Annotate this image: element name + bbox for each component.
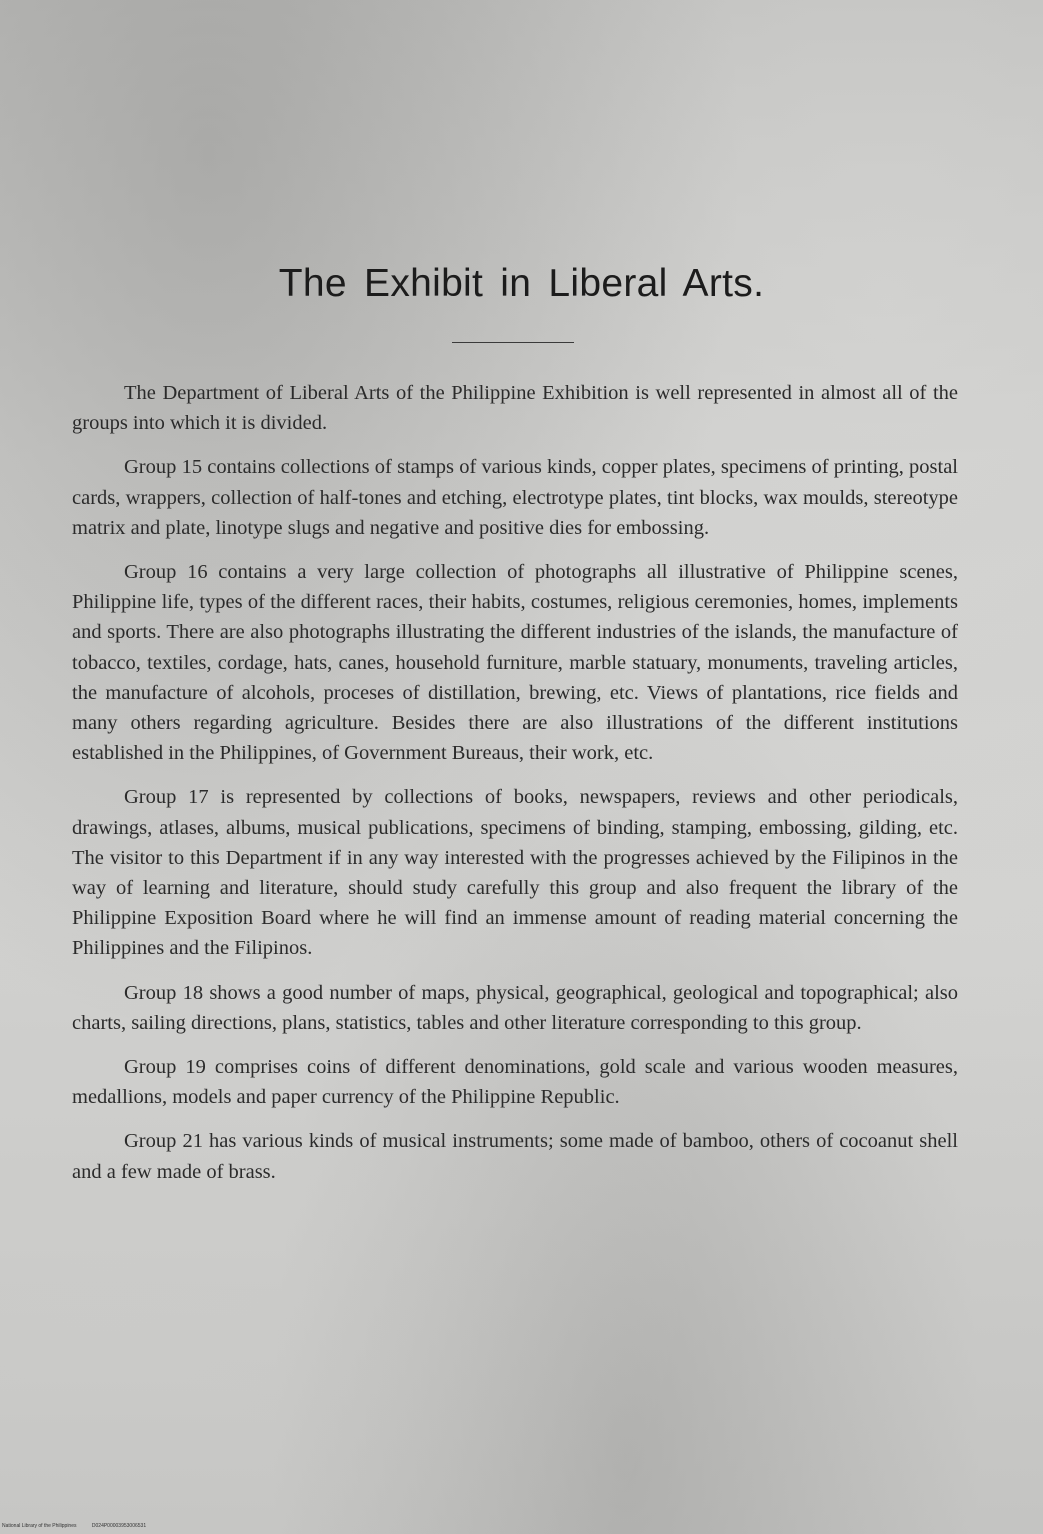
page-title: The Exhibit in Liberal Arts. <box>278 262 765 305</box>
paragraph-group-17: Group 17 is represented by collections of books, newspapers, reviews and other periodicals, drawings, atlases, albums, musical publications, specimens of binding, stamping, embossing, gilding, etc. The visitor to this Department if in any way interested with the progresses achieved by the Filipinos in the way of learning and literature, should study carefully this group and also frequent the library of the Philippine Exposition Board where he will find an immense amount of reading material concerning the Philippines and the Filipinos. <box>72 786 958 960</box>
paragraph-group-16: Group 16 contains a very large collection of photographs all illustrative of Philippine scenes, Philippine life, types of the different races, their habits, costumes, religious ceremonies, homes, implements and sports. There are also photographs illustrating the different industries of the islands, the manufacture of tobacco, textiles, cordage, hats, canes, household furniture, marble statuary, monuments, traveling articles, the manufacture of alcohols, proceses of distillation, brewing, etc. Views of plantations, rice fields and many others regarding agriculture. Besides there are also illustrations of the different institutions established in the Philippines, of Government Bureaus, their work, etc. <box>72 561 958 765</box>
footer-identifier: D024P00003953006531 <box>91 1523 147 1529</box>
scan-footer <box>2 1523 160 1529</box>
paragraph-intro: The Department of Liberal Arts of the Philippine Exhibition is well represented in almost all of the groups into which it is divided. <box>72 382 958 435</box>
body-text <box>72 378 958 1201</box>
footer-source: National Library of the Philippines <box>2 1523 77 1529</box>
title-divider <box>452 342 574 343</box>
paragraph-group-19: Group 19 comprises coins of different denominations, gold scale and various wooden measures, medallions, models and paper currency of the Philippine Republic. <box>72 1056 958 1109</box>
paragraph-group-18: Group 18 shows a good number of maps, physical, geographical, geological and topographical; also charts, sailing directions, plans, statistics, tables and other literature corresponding to this group. <box>72 981 958 1034</box>
paragraph-group-21: Group 21 has various kinds of musical instruments; some made of bamboo, others of cocoanut shell and a few made of brass. <box>72 1130 958 1183</box>
paragraph-group-15: Group 15 contains collections of stamps of various kinds, copper plates, specimens of printing, postal cards, wrappers, collection of half-tones and etching, electrotype plates, tint blocks, wax moulds, stereotype matrix and plate, linotype slugs and negative and positive dies for embossing. <box>72 456 958 539</box>
